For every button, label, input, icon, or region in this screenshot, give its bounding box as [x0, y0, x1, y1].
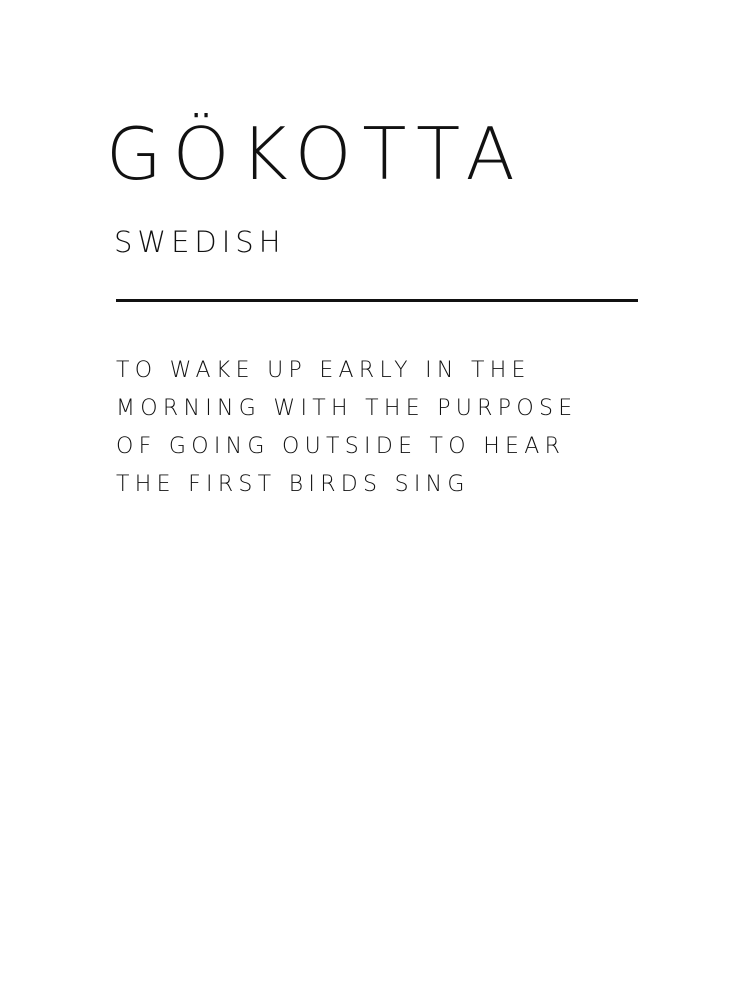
horizontal-divider [116, 299, 638, 302]
definition-line-4: THE FIRST BIRDS SING [116, 472, 470, 497]
entry-language: SWEDISH [114, 225, 286, 259]
entry-word: GÖKOTTA [106, 112, 526, 196]
entry-definition [116, 352, 577, 504]
definition-line-1: TO WAKE UP EARLY IN THE [116, 358, 531, 383]
definition-line-2: MORNING WITH THE PURPOSE [116, 396, 578, 421]
definition-line-3: OF GOING OUTSIDE TO HEAR [116, 434, 566, 459]
